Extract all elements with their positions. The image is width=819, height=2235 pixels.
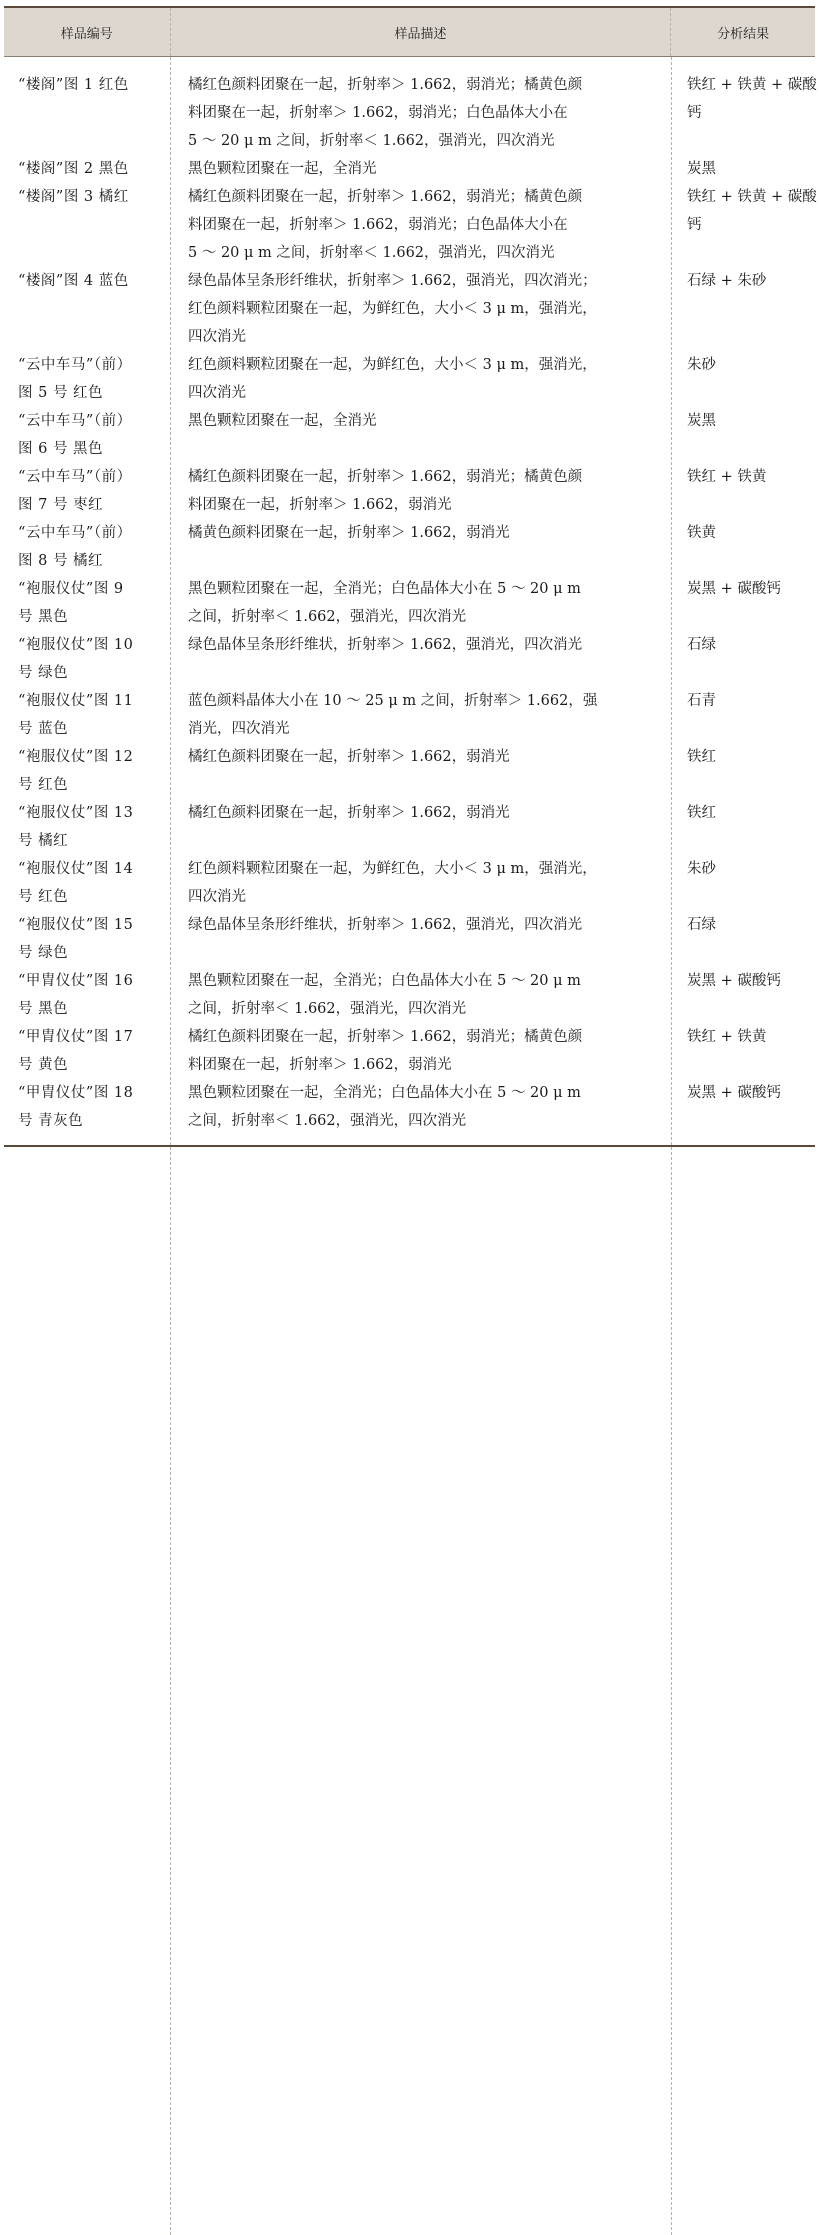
table-row	[4, 351, 815, 407]
sample-id-cell-line: 图 7 号 枣红	[18, 497, 104, 513]
sample-id-cell-line: “云中车马”（前）	[18, 469, 132, 485]
analysis-result-cell-line: 铁黄	[687, 525, 716, 541]
analysis-result-cell-line: 铁红 + 铁黄 + 碳酸	[687, 77, 817, 93]
analysis-result-cell	[671, 1079, 815, 1135]
table-row	[4, 575, 815, 631]
sample-description-cell-line: 黑色颗粒团聚在一起，全消光	[188, 161, 377, 177]
analysis-result-cell-line: 炭黑	[687, 413, 716, 429]
analysis-result-cell	[671, 575, 815, 631]
analysis-result-cell-line: 铁红 + 铁黄	[687, 469, 767, 485]
table-row	[4, 407, 815, 463]
column-divider	[170, 57, 171, 2235]
sample-description-cell	[170, 967, 671, 1023]
sample-id-cell-line: “楼阁”图 3 橘红	[18, 189, 129, 205]
sample-id-cell-line: 号 黑色	[18, 1001, 69, 1017]
sample-id-cell-line: “楼阁”图 2 黑色	[18, 161, 129, 177]
sample-description-cell-line: 红色颜料颗粒团聚在一起，为鲜红色，大小＜ 3 μ m，强消光，	[188, 861, 597, 877]
table-row	[4, 1023, 815, 1079]
sample-description-cell-line: 红色颜料颗粒团聚在一起，为鲜红色，大小＜ 3 μ m，强消光，	[188, 357, 597, 373]
sample-description-cell-line: 消光，四次消光	[188, 721, 290, 737]
sample-description-cell	[170, 1023, 671, 1079]
sample-id-cell	[4, 1023, 170, 1079]
analysis-result-cell-line: 铁红	[687, 749, 716, 765]
table-row	[4, 155, 815, 183]
sample-id-cell-line: 图 5 号 红色	[18, 385, 104, 401]
sample-id-cell	[4, 687, 170, 743]
sample-id-cell	[4, 855, 170, 911]
sample-description-cell-line: 橘红色颜料团聚在一起，折射率＞ 1.662，弱消光	[188, 749, 510, 765]
sample-id-cell-line: “甲胄仪仗”图 18	[18, 1085, 134, 1101]
sample-description-cell	[170, 687, 671, 743]
sample-description-cell-line: 料团聚在一起，折射率＞ 1.662，弱消光；白色晶体大小在	[188, 105, 568, 121]
sample-description-cell	[170, 799, 671, 855]
sample-id-cell-line: “甲胄仪仗”图 16	[18, 973, 134, 989]
sample-description-cell-line: 黑色颗粒团聚在一起，全消光	[188, 413, 377, 429]
sample-description-cell	[170, 911, 671, 967]
sample-description-cell-line: 橘红色颜料团聚在一起，折射率＞ 1.662，弱消光；橘黄色颜	[188, 77, 583, 93]
sample-id-cell-line: 号 红色	[18, 777, 69, 793]
sample-id-cell-line: 号 青灰色	[18, 1113, 84, 1129]
sample-id-cell	[4, 267, 170, 351]
table-header	[4, 8, 815, 57]
analysis-result-cell-line: 铁红 + 铁黄 + 碳酸	[687, 189, 817, 205]
sample-id-cell	[4, 407, 170, 463]
table-row	[4, 687, 815, 743]
sample-id-cell-line: 号 红色	[18, 889, 69, 905]
sample-description-cell-line: 之间，折射率＜ 1.662，强消光，四次消光	[188, 609, 467, 625]
sample-description-cell-line: 四次消光	[188, 889, 246, 905]
sample-description-cell-line: 绿色晶体呈条形纤维状，折射率＞ 1.662，强消光，四次消光；	[188, 273, 597, 289]
sample-id-cell-line: “袍服仪仗”图 11	[18, 693, 134, 709]
analysis-result-cell	[671, 267, 815, 351]
analysis-result-cell	[671, 463, 815, 519]
sample-description-cell	[170, 575, 671, 631]
sample-description-cell	[170, 407, 671, 463]
sample-description-cell	[170, 183, 671, 267]
sample-description-cell	[170, 855, 671, 911]
sample-description-cell	[170, 1079, 671, 1135]
sample-description-cell-line: 绿色晶体呈条形纤维状，折射率＞ 1.662，强消光，四次消光	[188, 637, 583, 653]
sample-description-cell-line: 料团聚在一起，折射率＞ 1.662，弱消光	[188, 497, 452, 513]
analysis-result-cell	[671, 519, 815, 575]
analysis-result-cell-line: 石绿 + 朱砂	[687, 273, 767, 289]
sample-description-cell-line: 之间，折射率＜ 1.662，强消光，四次消光	[188, 1001, 467, 1017]
sample-description-cell	[170, 519, 671, 575]
sample-id-cell-line: “甲胄仪仗”图 17	[18, 1029, 134, 1045]
analysis-result-cell-line: 炭黑 + 碳酸钙	[687, 973, 781, 989]
sample-id-cell	[4, 519, 170, 575]
header-sample-description: 样品描述	[170, 8, 671, 56]
analysis-result-cell-line: 朱砂	[687, 357, 716, 373]
analysis-result-cell	[671, 1023, 815, 1079]
table-row	[4, 1079, 815, 1135]
sample-id-cell	[4, 967, 170, 1023]
analysis-result-cell-line: 朱砂	[687, 861, 716, 877]
sample-description-cell-line: 红色颜料颗粒团聚在一起，为鲜红色，大小＜ 3 μ m，强消光，	[188, 301, 597, 317]
analysis-result-cell	[671, 407, 815, 463]
analysis-result-cell-line: 铁红	[687, 805, 716, 821]
sample-description-cell-line: 5 ～ 20 μ m 之间，折射率＜ 1.662，强消光，四次消光	[188, 133, 555, 149]
analysis-result-cell-line: 炭黑	[687, 161, 716, 177]
table-row	[4, 911, 815, 967]
sample-description-cell-line: 黑色颗粒团聚在一起，全消光；白色晶体大小在 5 ～ 20 μ m	[188, 581, 581, 597]
analysis-result-cell	[671, 183, 815, 267]
sample-id-cell-line: 图 6 号 黑色	[18, 441, 104, 457]
sample-id-cell-line: “云中车马”（前）	[18, 357, 132, 373]
sample-description-cell	[170, 267, 671, 351]
sample-id-cell-line: “袍服仪仗”图 12	[18, 749, 134, 765]
analysis-result-cell	[671, 855, 815, 911]
sample-id-cell-line: 号 黑色	[18, 609, 69, 625]
analysis-result-cell	[671, 743, 815, 799]
sample-id-cell	[4, 463, 170, 519]
sample-description-cell-line: 四次消光	[188, 385, 246, 401]
sample-description-cell-line: 料团聚在一起，折射率＞ 1.662，弱消光；白色晶体大小在	[188, 217, 568, 233]
sample-id-cell	[4, 1079, 170, 1135]
sample-id-cell	[4, 799, 170, 855]
analysis-result-cell	[671, 967, 815, 1023]
sample-description-cell	[170, 631, 671, 687]
sample-id-cell-line: 图 8 号 橘红	[18, 553, 104, 569]
analysis-result-cell-line: 铁红 + 铁黄	[687, 1029, 767, 1045]
table-row	[4, 855, 815, 911]
sample-id-cell-line: 号 黄色	[18, 1057, 69, 1073]
table-row	[4, 267, 815, 351]
analysis-result-cell	[671, 351, 815, 407]
header-sample-id: 样品编号	[60, 26, 113, 42]
table-body	[4, 57, 815, 1135]
sample-id-cell-line: “袍服仪仗”图 13	[18, 805, 134, 821]
pigment-analysis-table	[4, 6, 815, 1147]
analysis-result-cell	[671, 799, 815, 855]
sample-id-cell-line: “楼阁”图 4 蓝色	[18, 273, 129, 289]
sample-id-cell-line: “袍服仪仗”图 10	[18, 637, 134, 653]
sample-description-cell-line: 料团聚在一起，折射率＞ 1.662，弱消光	[188, 1057, 452, 1073]
table-row	[4, 519, 815, 575]
sample-id-cell-line: “云中车马”（前）	[18, 525, 132, 541]
sample-id-cell	[4, 351, 170, 407]
sample-description-cell	[170, 71, 671, 155]
table-row	[4, 799, 815, 855]
analysis-result-cell-line: 石绿	[687, 917, 716, 933]
sample-description-cell-line: 橘红色颜料团聚在一起，折射率＞ 1.662，弱消光；橘黄色颜	[188, 1029, 583, 1045]
sample-id-cell	[4, 183, 170, 267]
sample-id-cell-line: “袍服仪仗”图 9	[18, 581, 124, 597]
table-row	[4, 967, 815, 1023]
sample-description-cell-line: 橘黄色颜料团聚在一起，折射率＞ 1.662，弱消光	[188, 525, 510, 541]
sample-id-cell	[4, 155, 170, 183]
sample-description-cell	[170, 743, 671, 799]
sample-description-cell-line: 黑色颗粒团聚在一起，全消光；白色晶体大小在 5 ～ 20 μ m	[188, 1085, 581, 1101]
sample-description-cell-line: 四次消光	[188, 329, 246, 345]
sample-id-cell-line: “袍服仪仗”图 14	[18, 861, 134, 877]
sample-description-cell-line: 蓝色颜料晶体大小在 10 ～ 25 μ m 之间，折射率＞ 1.662，强	[188, 693, 598, 709]
analysis-result-cell-line: 炭黑 + 碳酸钙	[687, 1085, 781, 1101]
table-row	[4, 743, 815, 799]
sample-description-cell-line: 之间，折射率＜ 1.662，强消光，四次消光	[188, 1113, 467, 1129]
sample-id-cell-line: 号 绿色	[18, 945, 69, 961]
header-analysis-result: 分析结果	[670, 8, 815, 56]
sample-description-cell-line: 橘红色颜料团聚在一起，折射率＞ 1.662，弱消光；橘黄色颜	[188, 189, 583, 205]
sample-id-cell	[4, 575, 170, 631]
analysis-result-cell	[671, 911, 815, 967]
sample-description-cell-line: 橘红色颜料团聚在一起，折射率＞ 1.662，弱消光	[188, 805, 510, 821]
sample-id-cell-line: “云中车马”（前）	[18, 413, 132, 429]
sample-id-cell-line: 号 蓝色	[18, 721, 69, 737]
sample-id-cell-line: “袍服仪仗”图 15	[18, 917, 134, 933]
analysis-result-cell	[671, 631, 815, 687]
analysis-result-cell-line: 钙	[687, 217, 702, 233]
analysis-result-cell-line: 石青	[687, 693, 716, 709]
sample-id-cell	[4, 631, 170, 687]
sample-description-cell	[170, 463, 671, 519]
table-row	[4, 71, 815, 155]
analysis-result-cell	[671, 687, 815, 743]
sample-description-cell-line: 橘红色颜料团聚在一起，折射率＞ 1.662，弱消光；橘黄色颜	[188, 469, 583, 485]
table-row	[4, 183, 815, 267]
sample-description-cell-line: 绿色晶体呈条形纤维状，折射率＞ 1.662，强消光，四次消光	[188, 917, 583, 933]
table-row	[4, 631, 815, 687]
sample-id-cell	[4, 71, 170, 155]
analysis-result-cell-line: 石绿	[687, 637, 716, 653]
sample-id-cell-line: 号 绿色	[18, 665, 69, 681]
sample-id-cell	[4, 743, 170, 799]
analysis-result-cell-line: 钙	[687, 105, 702, 121]
analysis-result-cell-line: 炭黑 + 碳酸钙	[687, 581, 781, 597]
sample-id-cell-line: 号 橘红	[18, 833, 69, 849]
sample-description-cell-line: 5 ～ 20 μ m 之间，折射率＜ 1.662，强消光，四次消光	[188, 245, 555, 261]
column-divider	[671, 57, 672, 2235]
table-row	[4, 463, 815, 519]
sample-description-cell	[170, 155, 671, 183]
analysis-result-cell	[671, 71, 815, 155]
sample-id-cell	[4, 911, 170, 967]
sample-description-cell	[170, 351, 671, 407]
analysis-result-cell	[671, 155, 815, 183]
sample-id-cell-line: “楼阁”图 1 红色	[18, 77, 129, 93]
sample-description-cell-line: 黑色颗粒团聚在一起，全消光；白色晶体大小在 5 ～ 20 μ m	[188, 973, 581, 989]
